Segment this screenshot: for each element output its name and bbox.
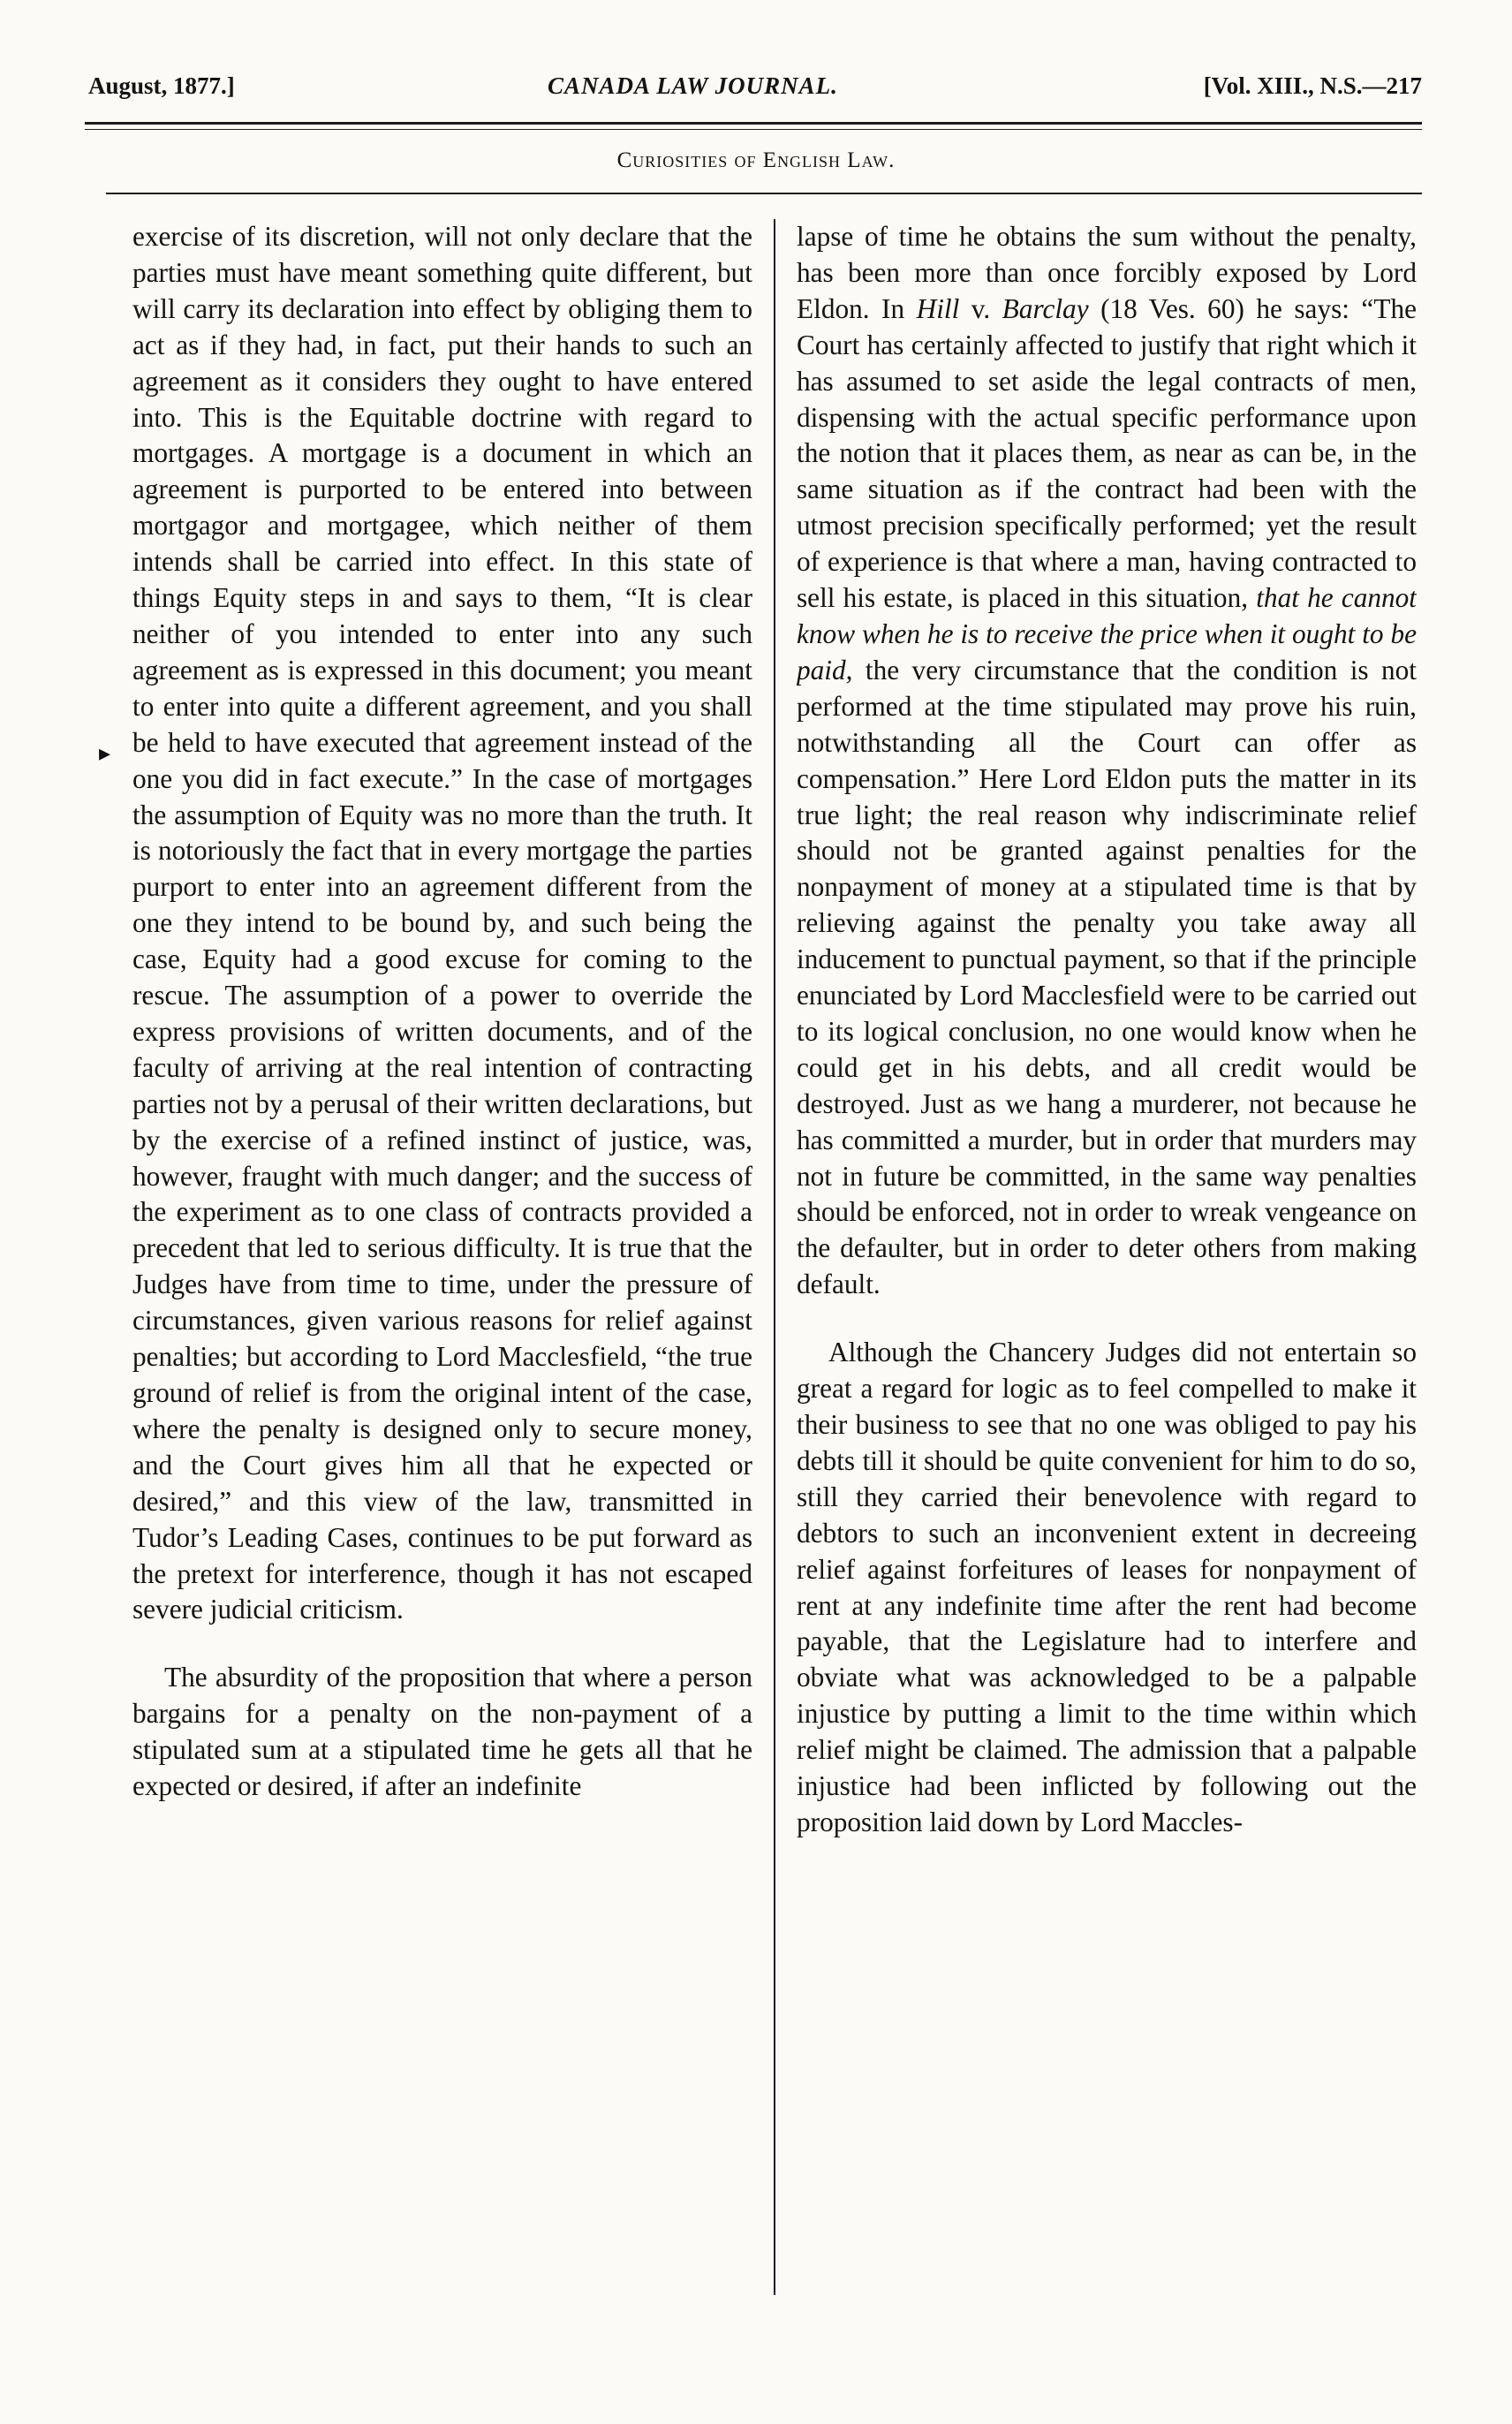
right-paragraph-1	[797, 219, 1417, 1303]
volume-page: [Vol. XIII., N.S.—217	[1203, 72, 1422, 99]
section-title: Curiosities of English Law.	[616, 148, 896, 172]
column-divider	[774, 219, 775, 2295]
journal-title: CANADA LAW JOURNAL.	[548, 72, 838, 99]
section-rule	[106, 193, 1422, 194]
right-column	[797, 219, 1417, 2304]
italic-quotation: that he cannot know when he is to receive the price when it ought to be paid,	[797, 582, 1417, 686]
right-paragraph-2: Although the Chancery Judges did not entertain so great a regard for logic as to feel compelled to make it their business to see that no one was obliged to pay his debts till it should be quite convenient for him to do so, still they carried their benevolence with regard to debtors to such an inconvenient extent in decreeing relief against forfeitures of leases for nonpayment of rent at any indefinite time after the rent had become payable, that the Legislature had to interfere and obviate what was acknowledged to be a palpable injustice by putting a limit to the time within which relief might be claimed. The admission that a palpable injustice had been inflicted by following out the proposition laid down by Lord Maccles-	[797, 1337, 1417, 1837]
case-name-hill: Hill	[916, 292, 960, 324]
right-p1-text-a: lapse of time he obtains the sum without the penalty, has been more than once forcibly exposed by Lord Eldon. In	[797, 221, 1417, 324]
left-paragraph-2: The absurdity of the proposition that where a person bargains for a penalty on the non-payment of a stipulated sum at a stipulated time he gets all that he expected or desired, if after an indefinite	[132, 1662, 752, 1802]
case-name-barclay: Barclay	[1002, 292, 1089, 324]
left-column	[132, 219, 752, 2304]
running-head	[88, 69, 1422, 108]
right-p1-text-c: (18 Ves. 60) he says: “The Court has certainly affected to justify that right which it has assumed to set aside the legal contracts of men, dispensing with the actual specific performance upon the notion that it places them, as near as can be, in the same situation as if the contract had been with the utmost precision specifically performed; yet the result of experience is that where a man, having contracted to sell his estate, is placed in this situation,	[797, 292, 1417, 614]
header-rule-thin	[85, 129, 1422, 130]
case-versus: v.	[971, 292, 991, 324]
right-p1-text-d: the very circumstance that the condition is not performed at the time stipulated may prove his ruin, notwithstanding all the Court can offer as compensation.” Here Lord Eldon puts the matter in its true light; the real reason why indiscriminate relief should not be granted against penalties for the nonpayment of money at a stipulated time is that by relieving against the penalty you take away all inducement to punctual payment, so that if the principle enunciated by Lord Macclesfield were to be carried out to its logical conclusion, no one would know when he could get in his debts, and all credit would be destroyed. Just as we hang a murderer, not because he has committed a murder, but in order that murders may not in future be committed, in the same way penalties should be enforced, not in order to wreak vengeance on the defaulter, but in order to deter others from making default.	[797, 654, 1417, 1300]
header-date: August, 1877.]	[88, 72, 235, 99]
margin-pointer-mark: ▸	[99, 740, 111, 766]
left-paragraph-1: exercise of its discretion, will not only declare that the parties must have meant something quite different, but will carry its declaration into effect by obliging them to act as if they had, in fact, put their hands to such an agreement as it considers they ought to have entered into. This is the Equitable doctrine with regard to mortgages. A mortgage is a document in which an agreement is purported to be entered into between mortgagor and mortgagee, which neither of them intends shall be carried into effect. In this state of things Equity steps in and says to them, “It is clear neither of you intended to enter into any such agreement as is expressed in this document; you meant to enter into quite a different agreement, and you shall be held to have executed that agreement instead of the one you did in fact execute.” In the case of mortgages the assumption of Equity was no more than the truth. It is notoriously the fact that in every mortgage the parties purport to enter into an agreement different from the one they intend to be bound by, and such being the case, Equity had a good excuse for coming to the rescue. The assumption of a power to override the express provisions of written documents, and of the faculty of arriving at the real intention of contracting parties not by a perusal of their written declarations, but by the exercise of a refined instinct of justice, was, however, fraught with much danger; and the success of the experiment as to one class of contracts provided a precedent that led to serious difficulty. It is true that the Judges have from time to time, under the pressure of circumstances, given various reasons for relief against penalties; but according to Lord Macclesfield, “the true ground of relief is from the original intent of the case, where the penalty is designed only to secure money, and the Court gives him all that he expected or desired,” and this view of the law, transmitted in Tudor’s Leading Cases, continues to be put forward as the pretext for interference, though it has not escaped severe judicial criticism.	[132, 221, 752, 1625]
header-rule-thick	[85, 122, 1422, 125]
